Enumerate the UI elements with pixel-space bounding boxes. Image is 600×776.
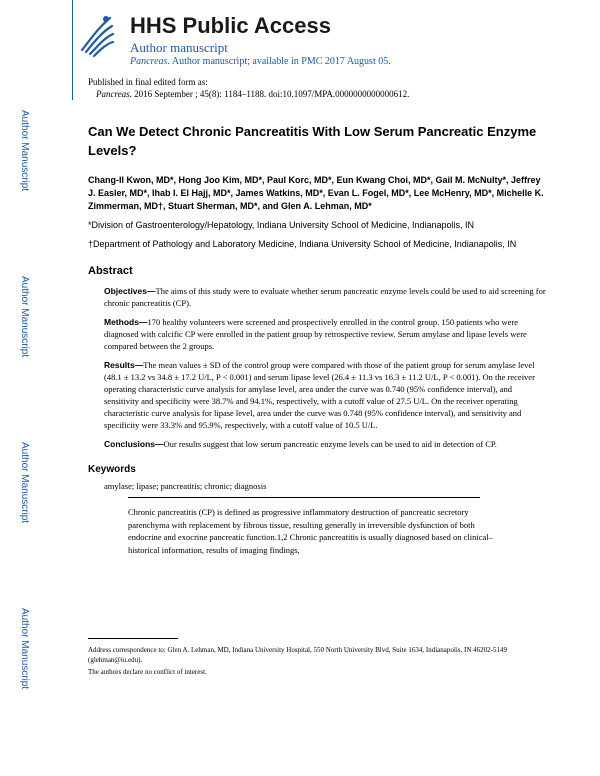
article-title: Can We Detect Chronic Pancreatitis With Low Serum Pancreatic Enzyme Levels? bbox=[88, 124, 537, 158]
hhs-eagle-logo-icon bbox=[76, 10, 116, 60]
abstract-objectives bbox=[104, 285, 548, 309]
correspondence-note: Address correspondence to: Glen A. Lehman, MD, Indiana University Hospital, 550 North University Blvd, Suite 1634, Indianapolis, IN 46202-5149 (glehman@iu.edu). bbox=[88, 646, 507, 664]
conclusions-text: Our results suggest that low serum pancreatic enzyme levels can be used to aid in detection of CP. bbox=[163, 439, 497, 449]
abstract-heading: Abstract bbox=[88, 265, 133, 277]
methods-label: Methods— bbox=[104, 317, 148, 327]
affiliation-1: *Division of Gastroenterology/Hepatology, Indiana University School of Medicine, Indianapolis, IN bbox=[88, 220, 475, 230]
availability-line bbox=[130, 56, 391, 67]
affiliation-2: †Department of Pathology and Laboratory Medicine, Indiana University School of Medicine, Indianapolis, IN bbox=[88, 239, 517, 249]
objectives-text: The aims of this study were to evaluate whether serum pancreatic enzyme levels could be used to aid screening for chronic pancreatitis (CP). bbox=[104, 286, 546, 308]
introduction-paragraph: Chronic pancreatitis (CP) is defined as progressive inflammatory destruction of pancreatic secretory parenchyma with replacement by fibrous tissue, resulting generally in irreversible dysfunction of both endocrine and exocrine pancreatic function.1,2 Chronic pancreatitis is usually diagnosed based on clinical–historical information, results of imaging findings, bbox=[128, 507, 493, 555]
abstract-results bbox=[104, 359, 548, 431]
side-label-4: Author Manuscript bbox=[19, 608, 30, 690]
keywords-heading: Keywords bbox=[88, 464, 136, 475]
methods-text: 170 healthy volunteers were screened and prospectively enrolled in the control group. 150 patients who were diagnosed with calcific CP were enrolled in the patient group by retrospective review. Serum amylase and lipase levels were compared between the 2 groups. bbox=[104, 317, 527, 351]
conflict-note: The authors declare no conflict of interest. bbox=[88, 668, 207, 676]
side-label-2: Author Manuscript bbox=[19, 276, 30, 358]
publication-info bbox=[88, 76, 409, 100]
journal-name: Pancreas bbox=[130, 56, 168, 67]
header-divider bbox=[72, 0, 73, 100]
author-manuscript-sidebar bbox=[0, 0, 70, 776]
section-divider bbox=[128, 497, 480, 498]
article-content bbox=[88, 122, 548, 556]
hhs-public-access-title: HHS Public Access bbox=[130, 13, 331, 38]
citation-details: . 2016 September ; 45(8): 1184–1188. doi:10.1097/MPA.0000000000000612. bbox=[129, 89, 410, 99]
side-label-1: Author Manuscript bbox=[19, 110, 30, 192]
keywords-list: amylase; lipase; pancreatitis; chronic; diagnosis bbox=[104, 481, 267, 491]
abstract-conclusions bbox=[104, 438, 548, 450]
footnote-divider bbox=[88, 638, 178, 639]
footnotes bbox=[88, 645, 528, 679]
abstract-methods bbox=[104, 316, 548, 352]
results-text: The mean values ± SD of the control group were compared with those of the patient group for serum amylase level (48.1 ± 13.2 vs 34.8 ± 17.2 U/L, P < 0.001) and serum lipase level (26.4 ± 11.3 vs 16.3 ± 11.2 U/L, P < 0.001). On the receiver operating characteristic curve analysis for amylase level, area under the curve was 0.740 (95% confidence interval), and sensitivity and specificity were 38.7% and 94.1%, respectively, with a cutoff value of 27.5 U/L. On the receiver operating characteristic curve analysis for lipase level, area under the curve was 0.748 (95% confidence interval), and sensitivity and specificity were 33.3% and 95.9%, respectively, with a cutoff value of 10.5 U/L. bbox=[104, 360, 535, 430]
objectives-label: Objectives— bbox=[104, 286, 156, 296]
citation-line bbox=[88, 88, 409, 100]
availability-text: . Author manuscript; available in PMC 2017 August 05. bbox=[167, 56, 391, 67]
citation-journal: Pancreas bbox=[96, 89, 130, 99]
side-label-3: Author Manuscript bbox=[19, 442, 30, 524]
author-manuscript-subtitle: Author manuscript bbox=[130, 40, 228, 55]
author-list: Chang-Il Kwon, MD*, Hong Joo Kim, MD*, Paul Korc, MD*, Eun Kwang Choi, MD*, Gail M. McNulty*, Jeffrey J. Easler, MD*, Ihab I. El Hajj, MD*, James Watkins, MD*, Evan L. Fogel, MD*, Lee McHenry, MD*, Michelle K. Zimmerman, MD†, Stuart Sherman, MD*, and Glen A. Lehman, MD* bbox=[88, 175, 544, 211]
conclusions-label: Conclusions— bbox=[104, 439, 164, 449]
published-in-label: Published in final edited form as: bbox=[88, 77, 208, 87]
results-label: Results— bbox=[104, 360, 144, 370]
